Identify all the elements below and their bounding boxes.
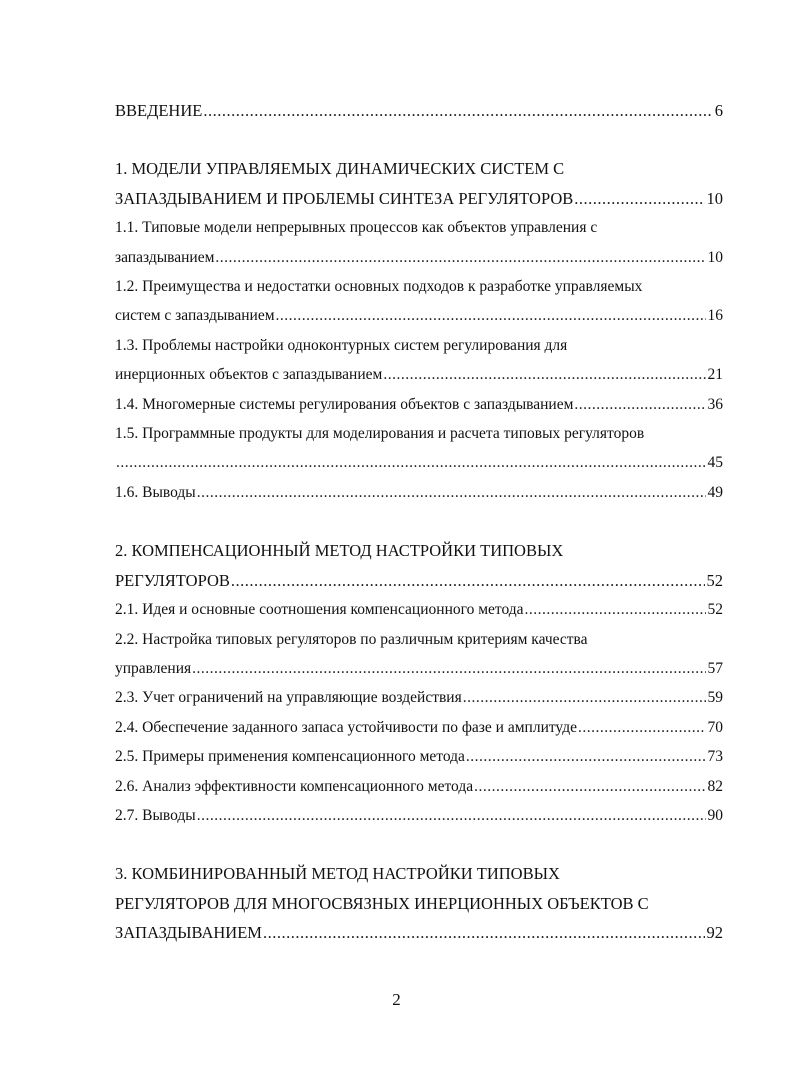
dot-leader	[574, 184, 704, 213]
toc-title: 2.4. Обеспечение заданного запаса устойчивости по фазе и амплитуде	[115, 718, 577, 736]
dot-leader	[203, 96, 712, 125]
toc-page: 70	[707, 718, 723, 736]
toc-title: 2.7. Выводы	[115, 806, 196, 824]
toc-title: 1.3. Проблемы настройки одноконтурных систем регулирования для	[115, 336, 568, 354]
dot-leader	[574, 390, 705, 419]
toc-title: 3. КОМБИНИРОВАННЫЙ МЕТОД НАСТРОЙКИ ТИПОВЫХ	[115, 864, 560, 884]
toc-section-2-6	[115, 772, 723, 801]
dot-leader	[383, 360, 705, 389]
toc-section-1-1	[115, 213, 723, 272]
dot-leader	[463, 683, 706, 712]
toc-title: 1. МОДЕЛИ УПРАВЛЯЕМЫХ ДИНАМИЧЕСКИХ СИСТЕМ С	[115, 159, 565, 179]
toc-section-2-3	[115, 683, 723, 712]
toc-section-2-2	[115, 625, 723, 684]
toc-page: 52	[706, 570, 723, 590]
toc-title: запаздыванием	[115, 248, 215, 266]
toc-page: 49	[707, 483, 723, 501]
toc-page: 90	[707, 806, 723, 824]
toc-title: 2. КОМПЕНСАЦИОННЫЙ МЕТОД НАСТРОЙКИ ТИПОВЫХ	[115, 541, 564, 561]
toc-title: 1.6. Выводы	[115, 483, 196, 501]
dot-leader	[215, 243, 705, 272]
toc-entry-introduction	[115, 96, 723, 125]
toc-section-2-4	[115, 713, 723, 742]
toc-page: 10	[706, 188, 723, 208]
toc-title: РЕГУЛЯТОРОВ	[115, 570, 230, 590]
toc-page: 57	[707, 659, 723, 677]
toc-chapter-2	[115, 536, 723, 595]
toc-section-2-5	[115, 742, 723, 771]
table-of-contents	[115, 96, 723, 948]
toc-page: 92	[706, 923, 723, 943]
dot-leader	[263, 918, 705, 947]
toc-title: ЗАПАЗДЫВАНИЕМ И ПРОБЛЕМЫ СИНТЕЗА РЕГУЛЯТОРОВ	[115, 188, 574, 208]
toc-page: 45	[707, 454, 723, 472]
toc-title: ЗАПАЗДЫВАНИЕМ	[115, 923, 262, 943]
dot-leader	[525, 595, 706, 624]
dot-leader	[578, 713, 706, 742]
toc-section-2-1	[115, 595, 723, 624]
toc-page: 36	[707, 395, 723, 413]
dot-leader	[197, 478, 706, 507]
toc-section-1-6	[115, 478, 723, 507]
toc-title: 2.6. Анализ эффективности компенсационного метода	[115, 777, 474, 795]
toc-section-1-2	[115, 272, 723, 331]
toc-title: 2.2. Настройка типовых регуляторов по различным критериям качества	[115, 630, 588, 648]
toc-section-2-7	[115, 801, 723, 830]
toc-section-1-4	[115, 390, 723, 419]
toc-title: 1.4. Многомерные системы регулирования объектов с запаздыванием	[115, 395, 574, 413]
page-number: 2	[392, 990, 401, 1009]
toc-chapter-1	[115, 154, 723, 213]
toc-page: 16	[707, 307, 723, 325]
toc-title: управления	[115, 659, 192, 677]
toc-section-1-3	[115, 331, 723, 390]
dot-leader	[466, 742, 706, 771]
toc-page: 10	[707, 248, 723, 266]
dot-leader	[276, 301, 706, 330]
toc-page: 59	[707, 689, 723, 707]
dot-leader	[474, 772, 705, 801]
dot-leader	[116, 448, 706, 477]
toc-title: 2.3. Учет ограничений на управляющие воздействия	[115, 689, 462, 707]
dot-leader	[192, 654, 705, 683]
toc-title: 1.5. Программные продукты для моделирования и расчета типовых регуляторов	[115, 425, 645, 443]
toc-page: 82	[707, 777, 723, 795]
toc-title: ВВЕДЕНИЕ	[115, 101, 203, 120]
dot-leader	[197, 801, 706, 830]
toc-section-1-5	[115, 419, 723, 478]
toc-chapter-3	[115, 859, 723, 947]
toc-title: 2.1. Идея и основные соотношения компенсационного метода	[115, 601, 524, 619]
toc-page: 73	[707, 748, 723, 766]
toc-title: систем с запаздыванием	[115, 307, 275, 325]
toc-title: 1.1. Типовые модели непрерывных процессов как объектов управления с	[115, 219, 598, 237]
toc-title: 2.5. Примеры применения компенсационного метода	[115, 748, 465, 766]
dot-leader	[231, 566, 705, 595]
toc-page: 52	[707, 601, 723, 619]
toc-title: РЕГУЛЯТОРОВ ДЛЯ МНОГОСВЯЗНЫХ ИНЕРЦИОННЫХ ОБЪЕКТОВ С	[115, 893, 649, 913]
toc-title: 1.2. Преимущества и недостатки основных подходов к разработке управляемых	[115, 278, 643, 296]
toc-page: 21	[707, 366, 723, 384]
toc-title: инерционных объектов с запаздыванием	[115, 366, 383, 384]
toc-page: 6	[714, 101, 723, 120]
